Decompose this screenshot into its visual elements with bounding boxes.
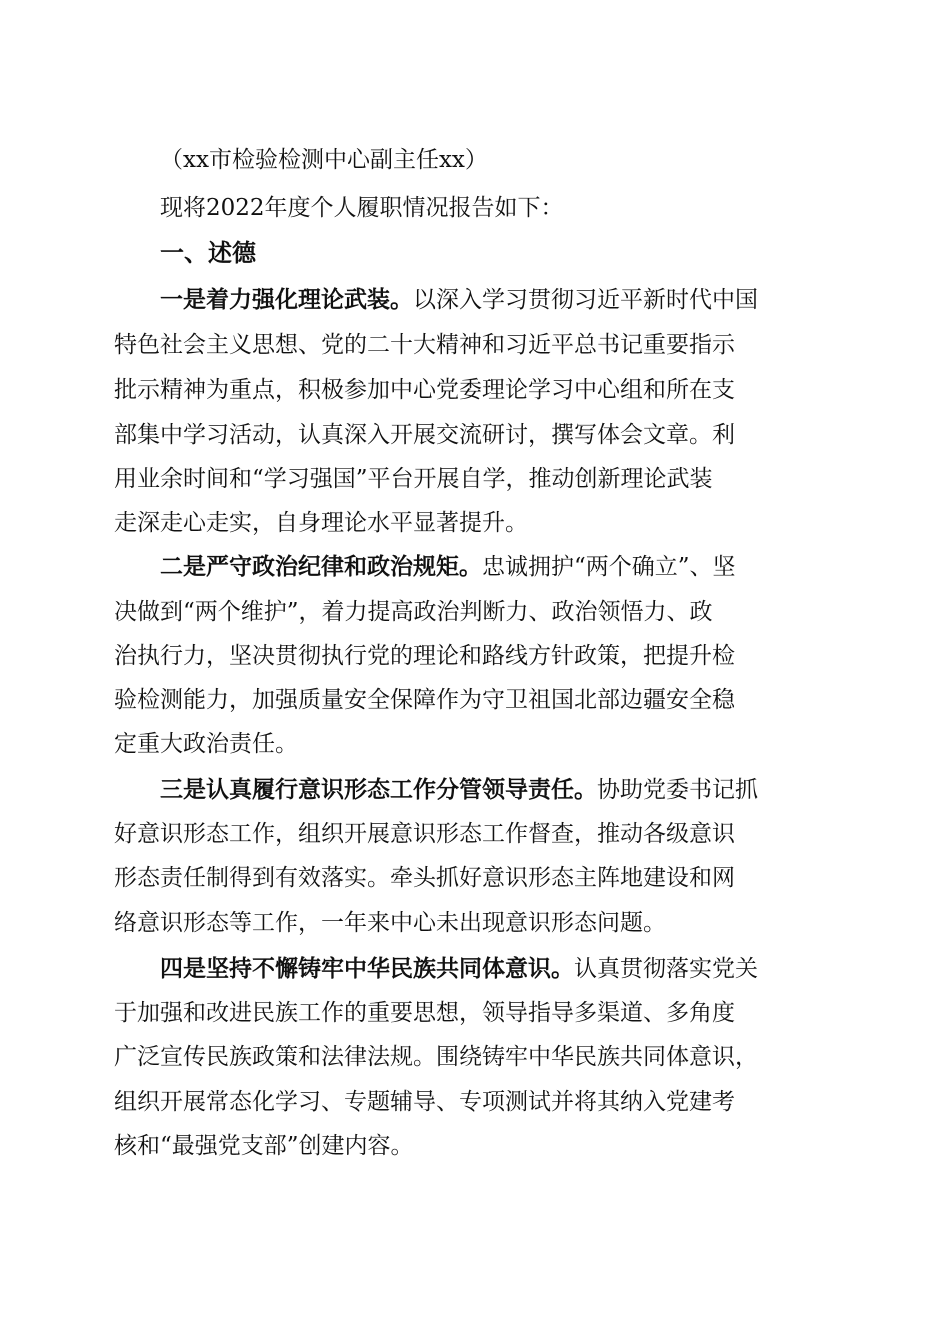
paragraph-4-text: 于加强和改进民族工作的重要思想，领导指导多渠道、多角度	[114, 1000, 735, 1026]
paragraph-2-line-1	[0, 552, 950, 582]
paragraph-4-line-4	[0, 1087, 950, 1117]
paragraph-4-line-5	[0, 1131, 950, 1161]
paragraph-2-line-3	[0, 641, 950, 671]
paragraph-3-text: 形态责任制得到有效落实。牵头抓好意识形态主阵地建设和网	[114, 865, 735, 891]
paragraph-2-text: 忠诚拥护“两个确立”、坚	[482, 554, 736, 580]
paragraph-1-line-1	[0, 285, 950, 315]
paragraph-1-line-5	[0, 464, 950, 494]
paragraph-1-line-2	[0, 330, 950, 360]
paragraph-4-line-3	[0, 1042, 950, 1072]
paragraph-2-text: 验检测能力，加强质量安全保障作为守卫祖国北部边疆安全稳	[114, 687, 735, 713]
author-line	[0, 145, 950, 175]
paragraph-4-text: 广泛宣传民族政策和法律法规。围绕铸牢中华民族共同体意识，	[114, 1044, 758, 1070]
intro-text: 现将2022年度个人履职情况报告如下：	[160, 195, 564, 221]
paragraph-2-lead: 二是严守政治纪律和政治规矩。	[160, 554, 482, 580]
paragraph-4-text: 组织开展常态化学习、专题辅导、专项测试并将其纳入党建考	[114, 1089, 735, 1115]
paragraph-3-line-2	[0, 819, 950, 849]
paragraph-1-text: 特色社会主义思想、党的二十大精神和习近平总书记重要指示	[114, 332, 735, 358]
section-heading-text: 一、述德	[160, 239, 256, 267]
intro-line	[0, 193, 950, 223]
paragraph-2-line-5	[0, 729, 950, 759]
paragraph-1-text: 走深走心走实，自身理论水平显著提升。	[114, 510, 528, 536]
paragraph-2-text: 治执行力，坚决贯彻执行党的理论和路线方针政策，把提升检	[114, 643, 735, 669]
paragraph-4-text: 核和“最强党支部”创建内容。	[114, 1133, 414, 1159]
paragraph-1-line-6	[0, 508, 950, 538]
paragraph-2-line-4	[0, 685, 950, 715]
paragraph-2-text: 定重大政治责任。	[114, 731, 298, 757]
paragraph-2-text: 决做到“两个维护”，着力提高政治判断力、政治领悟力、政	[114, 599, 713, 625]
paragraph-4-line-2	[0, 998, 950, 1028]
paragraph-1-text: 批示精神为重点，积极参加中心党委理论学习中心组和所在支	[114, 377, 735, 403]
paragraph-1-text: 以深入学习贯彻习近平新时代中国	[413, 287, 758, 313]
paragraph-1-line-3	[0, 375, 950, 405]
paragraph-4-lead: 四是坚持不懈铸牢中华民族共同体意识。	[160, 956, 574, 982]
paragraph-3-line-4	[0, 908, 950, 938]
paragraph-4-text: 认真贯彻落实党关	[574, 956, 758, 982]
paragraph-1-lead: 一是着力强化理论武装。	[160, 287, 413, 313]
paragraph-1-text: 部集中学习活动，认真深入开展交流研讨，撰写体会文章。利	[114, 422, 735, 448]
section-heading-1	[0, 238, 950, 268]
paragraph-4-line-1	[0, 954, 950, 984]
author-line-text: （xx市检验检测中心副主任xx）	[160, 147, 488, 173]
paragraph-3-line-3	[0, 863, 950, 893]
paragraph-3-text: 协助党委书记抓	[597, 777, 758, 803]
paragraph-3-text: 络意识形态等工作，一年来中心未出现意识形态问题。	[114, 910, 666, 936]
paragraph-1-line-4	[0, 420, 950, 450]
paragraph-3-lead: 三是认真履行意识形态工作分管领导责任。	[160, 777, 597, 803]
paragraph-2-line-2	[0, 597, 950, 627]
paragraph-1-text: 用业余时间和“学习强国”平台开展自学，推动创新理论武装	[114, 466, 713, 492]
paragraph-3-text: 好意识形态工作，组织开展意识形态工作督查，推动各级意识	[114, 821, 735, 847]
paragraph-3-line-1	[0, 775, 950, 805]
